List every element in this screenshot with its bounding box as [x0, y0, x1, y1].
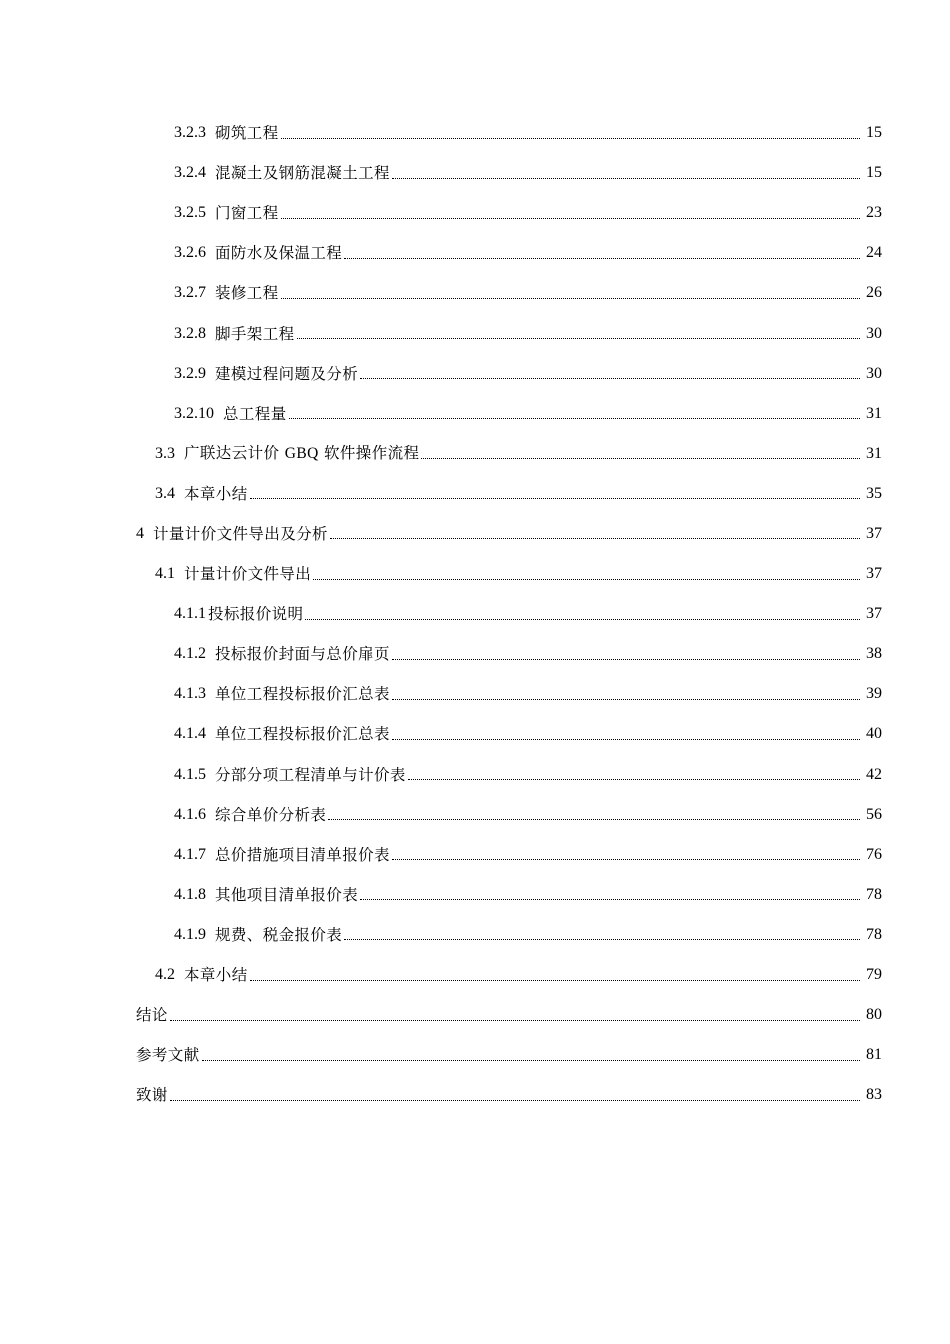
dot-leader [202, 1046, 860, 1061]
dot-leader [313, 565, 860, 580]
toc-entry-3-3[interactable] [0, 434, 950, 474]
toc-entry-title: 规费、税金报价表 [215, 925, 343, 944]
toc-entry-page: 26 [866, 284, 882, 302]
dot-leader [421, 444, 860, 459]
toc-entry-title: 脚手架工程 [215, 324, 295, 343]
toc-entry-title: 结论 [136, 1006, 168, 1025]
toc-entry-3-2-5[interactable] [0, 193, 950, 233]
toc-entry-page: 23 [866, 204, 882, 222]
toc-entry-title: 其他项目清单报价表 [215, 885, 359, 904]
dot-leader [344, 925, 860, 940]
dot-leader [392, 685, 860, 700]
toc-entry-4-1[interactable] [0, 554, 950, 594]
toc-entry-3-2-10[interactable] [0, 394, 950, 434]
toc-entry-page: 37 [866, 565, 882, 583]
toc-entry-page: 83 [866, 1086, 882, 1104]
toc-entry-title: 致谢 [136, 1086, 168, 1105]
toc-entry-page: 81 [866, 1046, 882, 1064]
toc-entry-4[interactable] [0, 514, 950, 554]
toc-entry-4-1-2[interactable] [0, 634, 950, 674]
dot-leader [250, 484, 860, 499]
toc-entry-page: 15 [866, 164, 882, 182]
toc-entry-number: 4.1.3 [174, 685, 206, 703]
toc-entry-3-2-8[interactable] [0, 313, 950, 353]
dot-leader [170, 1006, 860, 1021]
toc-entry-number: 4.1.7 [174, 845, 206, 863]
dot-leader [344, 244, 860, 259]
toc-entry-title: 单位工程投标报价汇总表 [215, 685, 390, 704]
toc-entry-number: 3.2.5 [174, 204, 206, 222]
toc-entry-4-1-1[interactable] [0, 594, 950, 634]
toc-entry-title: 投标报价封面与总价扉页 [215, 645, 390, 664]
toc-entry-title: 面防水及保温工程 [215, 244, 343, 263]
toc-entry-number: 3.2.9 [174, 364, 206, 382]
toc-entry-number: 3.4 [155, 484, 175, 502]
toc-entry-4-1-8[interactable] [0, 875, 950, 915]
toc-entry-3-2-4[interactable] [0, 153, 950, 193]
dot-leader [392, 725, 860, 740]
toc-entry-number: 4.1 [155, 565, 175, 583]
toc-entry-page: 38 [866, 645, 882, 663]
toc-entry-title: 装修工程 [215, 284, 279, 303]
toc-entry-title: 分部分项工程清单与计价表 [215, 765, 406, 784]
toc-entry-3-2-3[interactable] [0, 113, 950, 153]
toc-entry-number: 3.2.7 [174, 284, 206, 302]
toc-entry-number: 3.2.6 [174, 244, 206, 262]
toc-entry-page: 31 [866, 444, 882, 462]
toc-entry-title: 计量计价文件导出 [184, 565, 312, 584]
toc-entry-number: 4.1.8 [174, 885, 206, 903]
toc-entry-page: 78 [866, 885, 882, 903]
toc-title-part-post: 软件操作流程 [318, 444, 420, 463]
toc-entry-page: 37 [866, 605, 882, 623]
toc-entry-page: 39 [866, 685, 882, 703]
toc-entry-page: 31 [866, 404, 882, 422]
dot-leader [328, 805, 860, 820]
toc-entry-title: 投标报价说明 [208, 605, 304, 624]
toc-entry-title: 建模过程问题及分析 [215, 364, 359, 383]
dot-leader [250, 966, 860, 981]
table-of-contents [0, 113, 950, 1115]
toc-entry-page: 35 [866, 484, 882, 502]
toc-entry-number: 3.2.10 [174, 404, 214, 422]
toc-entry-title: 总工程量 [223, 404, 287, 423]
dot-leader [392, 845, 860, 860]
toc-entry-number: 4 [136, 524, 144, 542]
toc-entry-number: 4.1.6 [174, 805, 206, 823]
dot-leader [392, 164, 860, 179]
toc-entry-title: 砌筑工程 [215, 124, 279, 143]
dot-leader [297, 324, 860, 339]
toc-entry-title: 计量计价文件导出及分析 [153, 524, 328, 543]
toc-entry-title: 单位工程投标报价汇总表 [215, 725, 390, 744]
toc-entry-references[interactable] [0, 1035, 950, 1075]
toc-entry-title: 本章小结 [184, 484, 248, 503]
dot-leader [360, 364, 860, 379]
toc-entry-page: 30 [866, 364, 882, 382]
toc-entry-3-4[interactable] [0, 474, 950, 514]
dot-leader [408, 765, 860, 780]
toc-entry-title [184, 443, 419, 464]
toc-entry-page: 30 [866, 324, 882, 342]
toc-entry-page: 80 [866, 1006, 882, 1024]
toc-entry-acknowledgements[interactable] [0, 1075, 950, 1115]
dot-leader [305, 605, 860, 620]
toc-entry-number: 3.2.3 [174, 124, 206, 142]
dot-leader [281, 124, 860, 139]
toc-entry-4-2[interactable] [0, 955, 950, 995]
toc-entry-page: 56 [866, 805, 882, 823]
toc-entry-title: 混凝土及钢筋混凝土工程 [215, 164, 390, 183]
toc-entry-page: 78 [866, 925, 882, 943]
toc-entry-4-1-3[interactable] [0, 674, 950, 714]
toc-entry-page: 15 [866, 124, 882, 142]
dot-leader [281, 204, 860, 219]
toc-entry-page: 24 [866, 244, 882, 262]
toc-entry-conclusion[interactable] [0, 995, 950, 1035]
toc-entry-4-1-4[interactable] [0, 714, 950, 754]
toc-entry-number: 4.1.4 [174, 725, 206, 743]
toc-entry-title: 参考文献 [136, 1046, 200, 1065]
toc-entry-4-1-7[interactable] [0, 835, 950, 875]
toc-entry-number: 3.2.8 [174, 324, 206, 342]
toc-entry-page: 79 [866, 966, 882, 984]
toc-entry-title: 本章小结 [184, 966, 248, 985]
toc-title-part-pre: 广联达云计价 [184, 444, 285, 463]
toc-entry-3-2-7[interactable] [0, 273, 950, 313]
toc-entry-number: 4.1.1 [174, 605, 206, 623]
toc-entry-4-1-5[interactable] [0, 755, 950, 795]
dot-leader [281, 284, 860, 299]
toc-entry-number: 3.3 [155, 444, 175, 462]
toc-entry-4-1-6[interactable] [0, 795, 950, 835]
toc-entry-page: 40 [866, 725, 882, 743]
toc-entry-page: 37 [866, 524, 882, 542]
toc-entry-number: 4.2 [155, 966, 175, 984]
dot-leader [392, 645, 860, 660]
dot-leader [289, 404, 860, 419]
toc-entry-number: 4.1.2 [174, 645, 206, 663]
toc-entry-number: 3.2.4 [174, 164, 206, 182]
toc-title-part-latin: GBQ [284, 445, 319, 463]
toc-entry-title: 门窗工程 [215, 204, 279, 223]
toc-entry-number: 4.1.9 [174, 925, 206, 943]
dot-leader [360, 885, 860, 900]
toc-entry-3-2-9[interactable] [0, 354, 950, 394]
toc-entry-3-2-6[interactable] [0, 233, 950, 273]
toc-entry-page: 42 [866, 765, 882, 783]
toc-entry-title: 综合单价分析表 [215, 805, 327, 824]
toc-entry-page: 76 [866, 845, 882, 863]
toc-entry-4-1-9[interactable] [0, 915, 950, 955]
toc-entry-title: 总价措施项目清单报价表 [215, 845, 390, 864]
dot-leader [170, 1086, 860, 1101]
toc-entry-number: 4.1.5 [174, 765, 206, 783]
dot-leader [330, 524, 860, 539]
